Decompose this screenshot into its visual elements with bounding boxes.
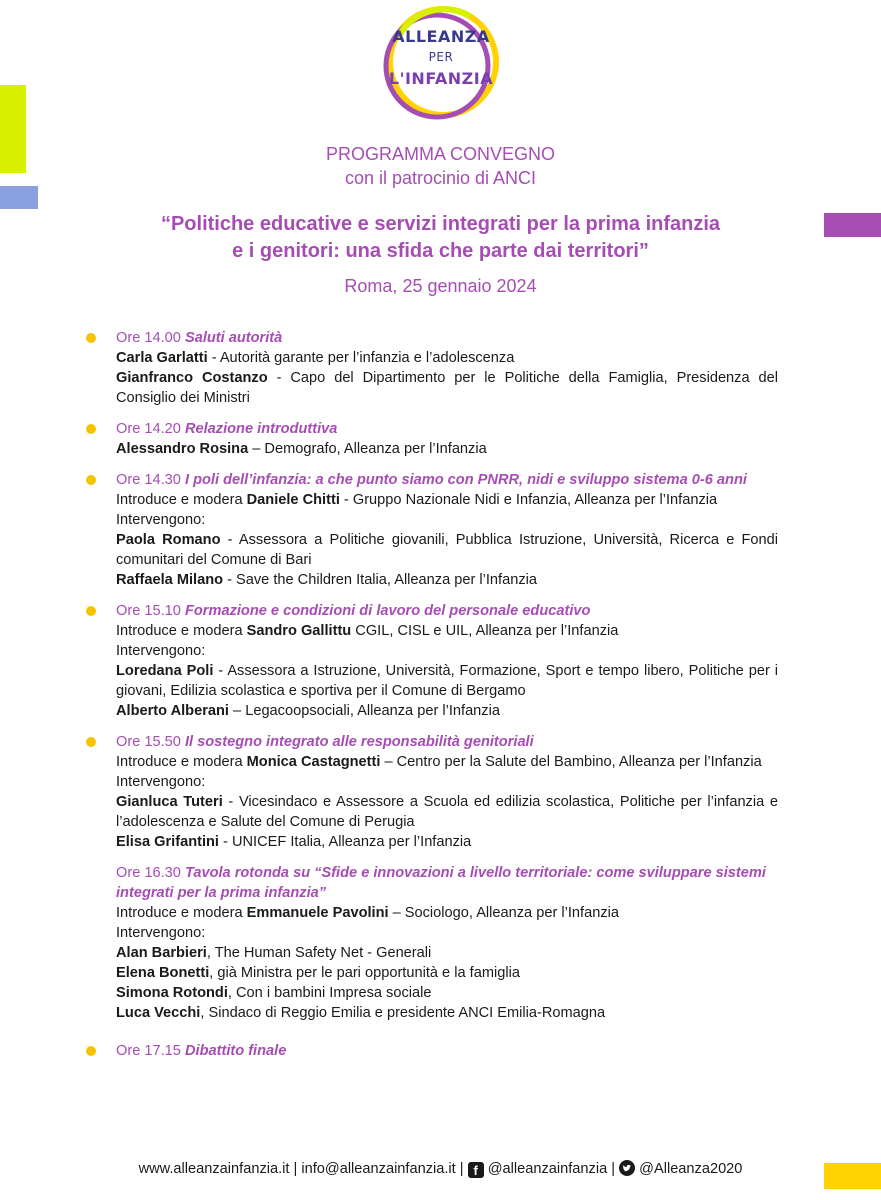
moderator-prefix: Introduce e modera <box>116 754 247 770</box>
speaker-role: – Legacoopsociali, Alleanza per l’Infanzia <box>228 703 500 719</box>
program-label: PROGRAMMA CONVEGNO <box>325 144 556 164</box>
separator: | <box>607 1161 620 1177</box>
logo <box>380 4 502 122</box>
website-link[interactable]: www.alleanzainfanzia.it <box>138 1161 290 1177</box>
speaker-name: Luca Vecchi <box>116 1005 201 1021</box>
speaker-line <box>116 439 778 459</box>
bullet-icon <box>86 475 96 485</box>
moderator-name: Sandro Gallittu <box>246 623 352 639</box>
email-link[interactable]: info@alleanzainfanzia.it <box>301 1161 456 1177</box>
event-date: Roma, 25 gennaio 2024 <box>344 276 537 296</box>
moderator-prefix: Introduce e modera <box>116 492 247 508</box>
moderator-line <box>116 490 778 510</box>
session-title: Saluti autorità <box>184 330 283 346</box>
separator: | <box>289 1161 302 1177</box>
speaker-line <box>116 963 778 983</box>
speaker-role: , già Ministra per le pari opportunità e la famiglia <box>209 965 520 981</box>
speaker-line <box>116 832 778 852</box>
agenda-session <box>116 863 778 1023</box>
speaker-line <box>116 1003 778 1023</box>
moderator-role: – Sociologo, Alleanza per l’Infanzia <box>388 905 619 921</box>
moderator-role: – Centro per la Salute del Bambino, Alleanza per l’Infanzia <box>380 754 762 770</box>
bullet-icon <box>86 737 96 747</box>
session-title: Dibattito finale <box>184 1043 287 1059</box>
speaker-line <box>116 348 778 368</box>
facebook-handle[interactable]: @alleanzainfanzia <box>487 1161 608 1177</box>
footer <box>0 1160 881 1178</box>
moderator-prefix: Introduce e modera <box>116 623 247 639</box>
speaker-line <box>116 368 778 408</box>
agenda-session <box>116 328 778 408</box>
speaker-role: - Capo del Dipartimento per le Politiche della Famiglia, Presidenza del Consiglio dei Ministri <box>116 370 778 406</box>
agenda-session <box>116 419 778 459</box>
moderator-role: - Gruppo Nazionale Nidi e Infanzia, Alleanza per l’Infanzia <box>339 492 718 508</box>
session-title: I poli dell’infanzia: a che punto siamo con PNRR, nidi e sviluppo sistema 0-6 anni <box>184 472 747 488</box>
speaker-line <box>116 530 778 570</box>
agenda <box>116 328 778 1072</box>
session-time: Ore 14.20 <box>116 421 181 437</box>
session-time: Ore 16.30 <box>116 865 181 881</box>
separator: | <box>455 1161 468 1177</box>
bullet-icon <box>86 606 96 616</box>
bullet-icon <box>86 424 96 434</box>
speaker-name: Gianfranco Costanzo <box>116 370 268 386</box>
speaker-name: Elisa Grifantini <box>116 834 219 850</box>
agenda-session <box>116 1041 778 1061</box>
session-title: Il sostegno integrato alle responsabilità genitoriali <box>184 734 534 750</box>
speaker-line <box>116 701 778 721</box>
moderator-name: Emmanuele Pavolini <box>246 905 389 921</box>
session-title: Tavola rotonda su “Sfide e innovazioni a livello territoriale: come sviluppare sistemi integrati per la prima infanzia” <box>116 865 766 901</box>
speaker-name: Carla Garlatti <box>116 350 208 366</box>
program-header <box>0 142 881 190</box>
speaker-role: - Vicesindaco e Assessore a Scuola ed edilizia scolastica, Politiche per l’infanzia e l’adolescenza e Salute del Comune di Perugia <box>116 794 778 830</box>
logo-line-1: ALLEANZA <box>392 27 490 46</box>
twitter-icon <box>619 1160 635 1176</box>
speaker-name: Alessandro Rosina <box>116 441 249 457</box>
speaker-role: – Demografo, Alleanza per l’Infanzia <box>248 441 487 457</box>
speaker-line <box>116 983 778 1003</box>
agenda-session <box>116 601 778 721</box>
logo-line-2: PER <box>428 50 454 64</box>
moderator-line <box>116 903 778 923</box>
session-time: Ore 14.30 <box>116 472 181 488</box>
speaker-name: Elena Bonetti <box>116 965 210 981</box>
event-title <box>0 211 881 265</box>
speaker-name: Paola Romano <box>116 532 221 548</box>
moderator-name: Daniele Chitti <box>246 492 340 508</box>
bullet-icon <box>86 333 96 343</box>
session-time: Ore 17.15 <box>116 1043 181 1059</box>
moderator-name: Monica Castagnetti <box>246 754 381 770</box>
speakers-label: Intervengono: <box>116 774 206 790</box>
speakers-label: Intervengono: <box>116 925 206 941</box>
speaker-role: - Assessora a Istruzione, Università, Formazione, Sport e tempo libero, Politiche per i giovani, Edilizia scolastica e sportiva per il Comune di Bergamo <box>116 663 779 699</box>
speaker-role: , Con i bambini Impresa sociale <box>227 985 432 1001</box>
moderator-line <box>116 621 778 641</box>
bullet-icon <box>86 1046 96 1056</box>
speaker-line <box>116 570 778 590</box>
session-time: Ore 14.00 <box>116 330 181 346</box>
speaker-role: , Sindaco di Reggio Emilia e presidente ANCI Emilia-Romagna <box>200 1005 606 1021</box>
patronage-label: con il patrocinio di ANCI <box>344 168 537 188</box>
speaker-role: - Autorità garante per l’infanzia e l’adolescenza <box>207 350 515 366</box>
speaker-name: Raffaela Milano <box>116 572 224 588</box>
session-time: Ore 15.10 <box>116 603 181 619</box>
speaker-line <box>116 661 778 701</box>
session-title: Relazione introduttiva <box>184 421 338 437</box>
twitter-handle[interactable]: @Alleanza2020 <box>639 1161 743 1177</box>
speaker-name: Alan Barbieri <box>116 945 207 961</box>
event-title-line-1: “Politiche educative e servizi integrati per la prima infanzia <box>160 213 721 235</box>
speakers-label: Intervengono: <box>116 512 206 528</box>
speaker-name: Simona Rotondi <box>116 985 228 1001</box>
speaker-name: Gianluca Tuteri <box>116 794 223 810</box>
speaker-line <box>116 792 778 832</box>
moderator-role: CGIL, CISL e UIL, Alleanza per l’Infanzia <box>351 623 619 639</box>
logo-line-3: L'INFANZIA <box>388 69 494 88</box>
session-time: Ore 15.50 <box>116 734 181 750</box>
session-title: Formazione e condizioni di lavoro del personale educativo <box>184 603 591 619</box>
speaker-role: - Assessora a Politiche giovanili, Pubblica Istruzione, Università, Ricerca e Fondi comunitari del Comune di Bari <box>116 532 778 568</box>
speaker-line <box>116 943 778 963</box>
moderator-prefix: Introduce e modera <box>116 905 247 921</box>
agenda-session <box>116 470 778 590</box>
speaker-role: , The Human Safety Net - Generali <box>206 945 432 961</box>
speaker-name: Alberto Alberani <box>116 703 229 719</box>
moderator-line <box>116 752 778 772</box>
speaker-name: Loredana Poli <box>116 663 214 679</box>
agenda-session <box>116 732 778 852</box>
speaker-role: - Save the Children Italia, Alleanza per l’Infanzia <box>223 572 537 588</box>
speakers-label: Intervengono: <box>116 643 206 659</box>
event-title-line-2: e i genitori: una sfida che parte dai territori” <box>232 240 649 262</box>
speaker-role: - UNICEF Italia, Alleanza per l’Infanzia <box>219 834 472 850</box>
facebook-icon: f <box>468 1162 484 1178</box>
